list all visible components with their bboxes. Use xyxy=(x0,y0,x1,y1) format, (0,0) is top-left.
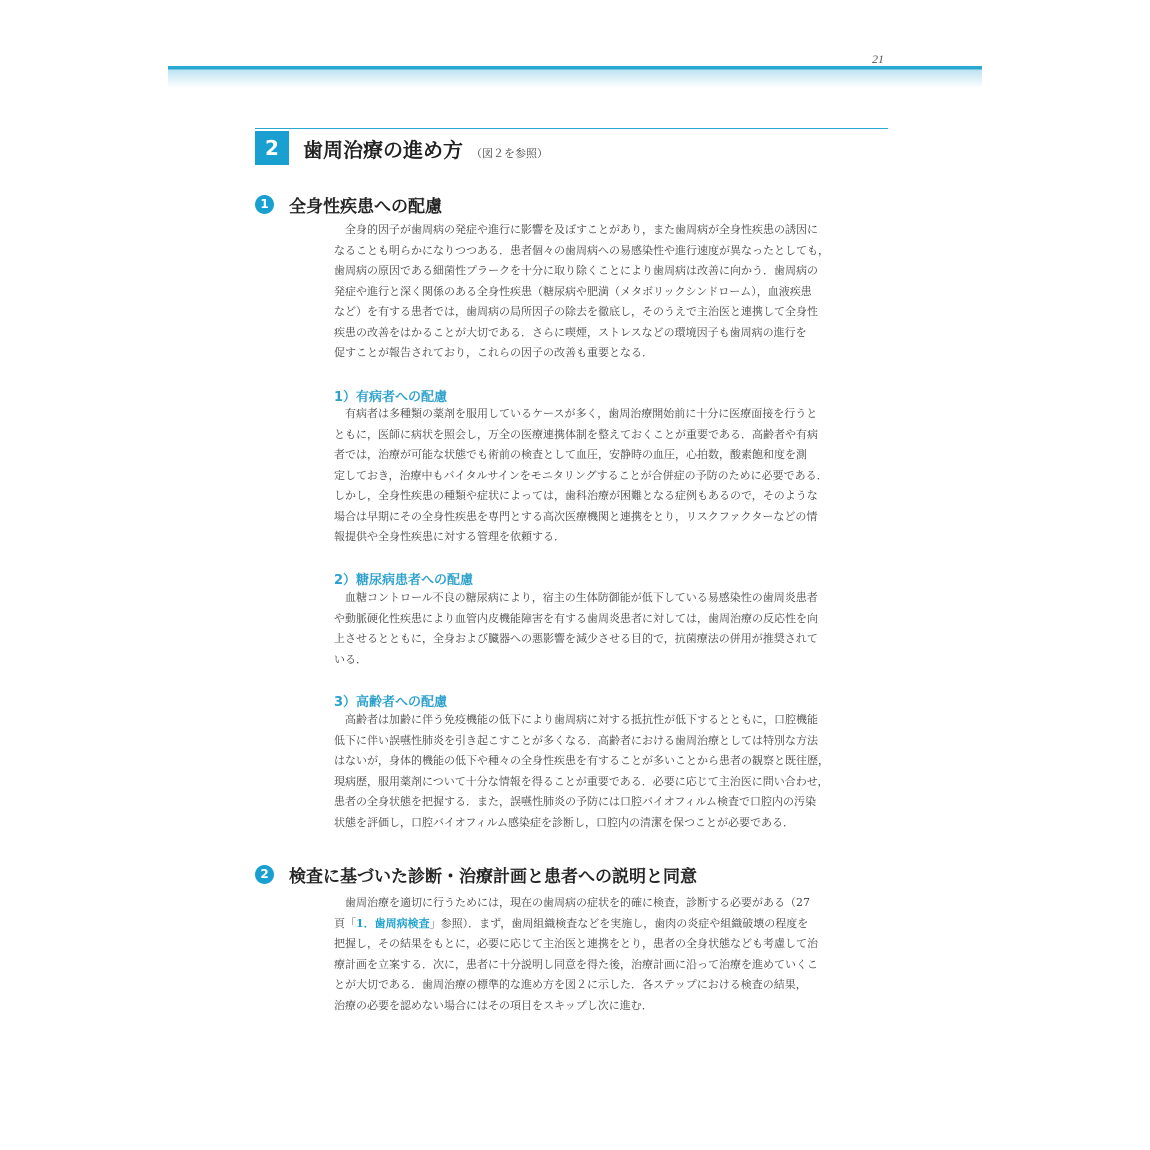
text-line: いる． xyxy=(334,652,367,666)
text-line: 現病歴，服用薬剤について十分な情報を得ることが重要である．必要に応じて主治医に問い合わせ， xyxy=(334,774,829,788)
text-line: 治療の必要を認めない場合にはその項目をスキップし次に進む． xyxy=(334,998,653,1012)
item-2-text xyxy=(334,588,888,670)
subsection-2-title: 検査に基づいた診断・治療計画と患者への説明と同意 xyxy=(289,866,697,887)
item-3-text xyxy=(334,710,888,833)
section-rule xyxy=(255,128,888,129)
subsection-1-intro xyxy=(334,220,888,364)
text-line: や動脈硬化性疾患により血管内皮機能障害を有する歯周炎患者に対しては，歯周治療の反応性を向 xyxy=(334,611,818,625)
text-line: 把握し，その結果をもとに，必要に応じて主治医と連携をとり，患者の全身状態なども考慮して治 xyxy=(334,937,818,950)
subsection-2-text xyxy=(334,893,888,1016)
text-line: 者では，治療が可能な状態でも術前の検査として血圧，安静時の血圧，心拍数，酸素飽和度を測 xyxy=(334,448,807,461)
text-line: はないが，身体的機能の低下や種々の全身性疾患を有することが多いことから患者の観察と既往歴， xyxy=(334,754,829,767)
item-3-heading: 3）高齢者への配慮 xyxy=(334,695,448,710)
section-title-text: 歯周治療の進め方 xyxy=(303,138,463,162)
text-line: とが大切である．歯周治療の標準的な進め方を図２に示した．各ステップにおける検査の結果， xyxy=(334,978,807,991)
text-line: 疾患の改善をはかることが大切である．さらに喫煙，ストレスなどの環境因子も歯周病の進行を xyxy=(334,325,807,339)
subsection-1-heading xyxy=(255,192,442,216)
text-line: 高齢者は加齢に伴う免疫機能の低下により歯周病に対する抵抗性が低下するとともに，口腔機能 xyxy=(334,713,818,726)
subsection-2-heading xyxy=(255,862,697,886)
text-line: 状態を評価し，口腔バイオフィルム感染症を診断し，口腔内の清潔を保つことが必要である． xyxy=(334,815,795,829)
text-line xyxy=(334,914,888,935)
text-line: 全身的因子が歯周病の発症や進行に影響を及ぼすことがあり，また歯周病が全身性疾患の誘因に xyxy=(334,223,818,236)
text-line: ともに，医師に病状を照会し，万全の医療連携体制を整えておくことが重要である．高齢者や有病 xyxy=(334,427,818,441)
item-1-text xyxy=(334,404,888,548)
circle-number-2: 2 xyxy=(255,865,274,884)
text-line: 報提供や全身性疾患に対する管理を依頼する． xyxy=(334,530,565,543)
text-line: 患者の全身状態を把握する．また，誤嚥性肺炎の予防には口腔バイオフィルム検査で口腔内の汚染 xyxy=(334,795,817,808)
header-band xyxy=(168,66,982,88)
page-number: 21 xyxy=(872,52,884,66)
section-number-badge: 2 xyxy=(255,131,289,165)
text-line: 発症や進行と深く関係のある全身性疾患（糖尿病や肥満（メタボリックシンドローム），血液疾患 xyxy=(334,284,812,298)
text-line: 歯周治療を適切に行うためには，現在の歯周病の症状を的確に検査，診断する必要がある（27 xyxy=(334,896,810,909)
text-line: 血糖コントロール不良の糖尿病により，宿主の生体防御能が低下している易感染性の歯周炎患者 xyxy=(334,591,818,604)
text-line: 歯周病の原因である細菌性プラークを十分に取り除くことにより歯周病は改善に向かう．歯周病の xyxy=(334,264,818,277)
item-2-heading: 2）糖尿病患者への配慮 xyxy=(334,573,474,588)
cross-reference-link[interactable]: 1．歯周病検査 xyxy=(356,916,430,930)
item-1-heading: 1）有病者への配慮 xyxy=(334,390,448,405)
subsection-1-title: 全身性疾患への配慮 xyxy=(289,196,442,217)
text-line: 有病者は多種類の薬剤を服用しているケースが多く，歯周治療開始前に十分に医療面接を行うと xyxy=(334,407,818,420)
section-note: （図２を参照） xyxy=(471,147,548,160)
text-fragment: 」参照）．まず，歯周組織検査などを実施し，歯肉の炎症や組織破壊の程度を xyxy=(429,916,809,930)
text-line: 場合は早期にその全身性疾患を専門とする高次医療機関と連携をとり，リスクファクターなどの情 xyxy=(334,509,818,523)
circle-number-1: 1 xyxy=(255,195,274,214)
text-line: 促すことが報告されており，これらの因子の改善も重要となる． xyxy=(334,346,653,359)
text-line: なることも明らかになりつつある．患者個々の歯周病への易感染性や進行速度が異なったとしても， xyxy=(334,243,829,257)
text-line: しかし，全身性疾患の種類や症状によっては，歯科治療が困難となる症例もあるので，そのような xyxy=(334,489,818,502)
text-line: 定しておき，治療中もバイタルサインをモニタリングすることが合併症の予防のために必要である． xyxy=(334,468,828,482)
text-fragment: 頁「 xyxy=(334,916,356,930)
text-line: 上させるとともに，全身および臓器への悪影響を減少させる目的で，抗菌療法の併用が推奨されて xyxy=(334,632,818,645)
section-title xyxy=(303,134,548,163)
text-line: など）を有する患者では，歯周病の局所因子の除去を徹底し，そのうえで主治医と連携して全身性 xyxy=(334,305,818,318)
text-line: 療計画を立案する．次に，患者に十分説明し同意を得た後，治療計画に沿って治療を進めていくこ xyxy=(334,957,818,971)
text-line: 低下に伴い誤嚥性肺炎を引き起こすことが多くなる．高齢者における歯周治療としては特別な方法 xyxy=(334,733,818,747)
